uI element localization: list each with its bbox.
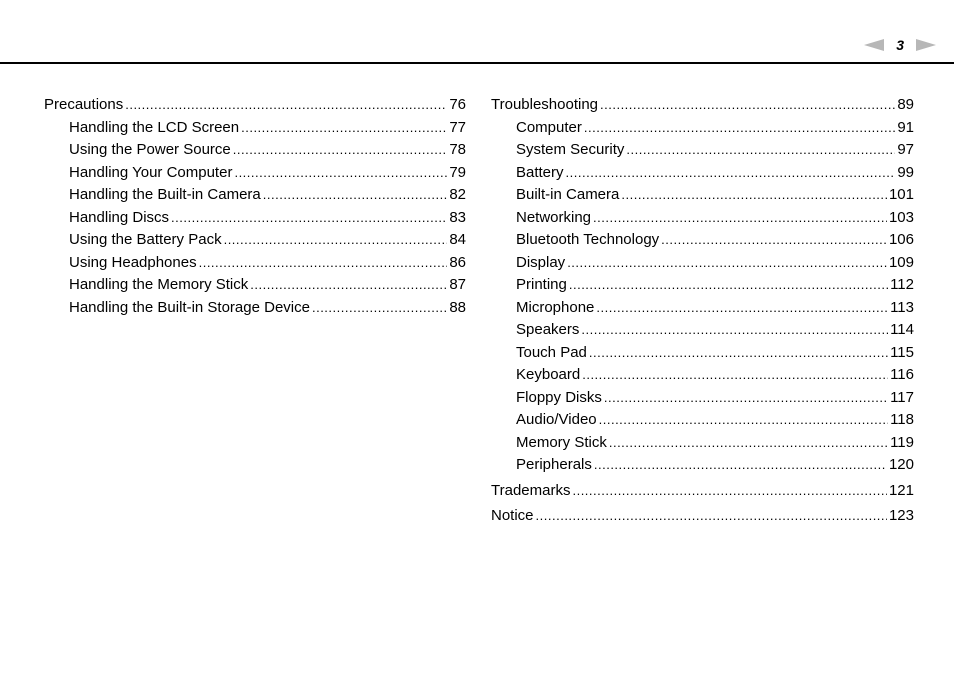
toc-subsection-entry[interactable] xyxy=(44,139,466,162)
toc-entry-page-number: 116 xyxy=(890,366,914,383)
toc-entry-title: Handling the Memory Stick xyxy=(69,276,249,293)
toc-entry-page-number: 79 xyxy=(449,163,466,181)
triangle-left-icon[interactable] xyxy=(864,39,884,51)
toc-entry-page-number: 76 xyxy=(449,96,466,113)
dot-leader xyxy=(569,274,888,297)
toc-entry-page-number: 89 xyxy=(897,96,914,113)
page-header xyxy=(0,0,954,64)
toc-subsection-entry[interactable] xyxy=(491,162,914,185)
toc-entry-page-number: 84 xyxy=(449,231,466,248)
toc-entry-page-number: 83 xyxy=(449,208,466,226)
toc-entry-page-number: 118 xyxy=(890,411,914,428)
toc-entry-title: Touch Pad xyxy=(516,343,587,361)
dot-leader xyxy=(609,432,888,455)
toc-entry-page-number: 114 xyxy=(890,321,914,338)
toc-entry-title: Bluetooth Technology xyxy=(516,231,660,248)
toc-section xyxy=(44,94,466,319)
dot-leader xyxy=(621,184,887,207)
toc-entry-title: Handling Your Computer xyxy=(69,163,233,181)
toc-entry-page-number: 99 xyxy=(897,163,914,181)
toc-entry-title: Handling the Built-in Storage Device xyxy=(69,298,310,316)
dot-leader xyxy=(566,162,896,185)
toc-subsection-entry[interactable] xyxy=(491,139,914,162)
toc-subsection-entry[interactable] xyxy=(491,454,914,477)
toc-entry-page-number: 103 xyxy=(888,208,914,226)
toc-entry-title: Microphone xyxy=(516,298,595,316)
dot-leader xyxy=(600,94,895,117)
toc-entry-page-number: 123 xyxy=(888,507,914,524)
toc-entry-page-number: 112 xyxy=(890,276,914,293)
toc-entry-title: Peripherals xyxy=(516,456,592,473)
toc-subsection-entry[interactable] xyxy=(44,207,466,230)
toc-entry-page-number: 115 xyxy=(890,343,914,361)
dot-leader xyxy=(263,184,448,207)
toc-right-column xyxy=(491,94,914,528)
toc-subsection-entry[interactable] xyxy=(44,229,466,252)
toc-section xyxy=(491,505,914,528)
toc-entry-page-number: 87 xyxy=(449,276,466,293)
dot-leader xyxy=(536,505,887,528)
toc-entry-title: System Security xyxy=(516,141,625,158)
toc-subsection-entry[interactable] xyxy=(491,117,914,140)
toc-entry-title: Precautions xyxy=(44,96,124,113)
toc-subsection-entry[interactable] xyxy=(44,297,466,320)
dot-leader xyxy=(661,229,887,252)
dot-leader xyxy=(582,364,888,387)
dot-leader xyxy=(241,117,447,140)
toc-entry-title: Trademarks xyxy=(491,481,571,499)
dot-leader xyxy=(567,252,887,275)
toc-entry-page-number: 101 xyxy=(888,186,914,203)
toc-entry-title: Using Headphones xyxy=(69,253,197,271)
toc-entry-page-number: 113 xyxy=(890,298,914,316)
toc-entry-title: Using the Power Source xyxy=(69,141,231,158)
toc-entry-title: Computer xyxy=(516,118,582,136)
toc-entry-title: Handling the Built-in Camera xyxy=(69,186,261,203)
toc-entry-title: Battery xyxy=(516,163,564,181)
dot-leader xyxy=(596,297,888,320)
toc-subsection-entry[interactable] xyxy=(491,229,914,252)
toc-section-entry[interactable] xyxy=(44,94,466,117)
toc-subsection-entry[interactable] xyxy=(491,342,914,365)
toc-subsection-entry[interactable] xyxy=(44,252,466,275)
toc-subsection-entry[interactable] xyxy=(491,432,914,455)
toc-entry-page-number: 119 xyxy=(890,433,914,451)
toc-entry-page-number: 77 xyxy=(449,118,466,136)
toc-entry-page-number: 78 xyxy=(449,141,466,158)
dot-leader xyxy=(599,409,888,432)
dot-leader xyxy=(584,117,895,140)
toc-section-entry[interactable] xyxy=(491,94,914,117)
toc-entry-page-number: 82 xyxy=(449,186,466,203)
toc-entry-title: Built-in Camera xyxy=(516,186,620,203)
toc-section xyxy=(491,94,914,477)
toc-section-entry[interactable] xyxy=(491,505,914,528)
toc-entry-title: Display xyxy=(516,253,566,271)
dot-leader xyxy=(589,342,888,365)
dot-leader xyxy=(604,387,888,410)
dot-leader xyxy=(626,139,895,162)
toc-entry-title: Networking xyxy=(516,208,592,226)
toc-entry-page-number: 121 xyxy=(888,481,914,499)
toc-subsection-entry[interactable] xyxy=(44,274,466,297)
toc-subsection-entry[interactable] xyxy=(44,117,466,140)
triangle-right-icon[interactable] xyxy=(916,39,936,51)
dot-leader xyxy=(233,139,448,162)
toc-entry-page-number: 86 xyxy=(449,253,466,271)
toc-entry-title: Memory Stick xyxy=(516,433,607,451)
toc-entry-page-number: 109 xyxy=(888,253,914,271)
toc-entry-title: Using the Battery Pack xyxy=(69,231,222,248)
dot-leader xyxy=(234,162,447,185)
toc-subsection-entry[interactable] xyxy=(491,409,914,432)
toc-entry-title: Notice xyxy=(491,507,534,524)
toc-subsection-entry[interactable] xyxy=(491,387,914,410)
toc-entry-title: Floppy Disks xyxy=(516,388,602,406)
toc-subsection-entry[interactable] xyxy=(491,319,914,342)
toc-section-entry[interactable] xyxy=(491,480,914,503)
toc-subsection-entry[interactable] xyxy=(44,162,466,185)
dot-leader xyxy=(572,480,887,503)
toc-entry-title: Handling Discs xyxy=(69,208,170,226)
toc-entry-title: Keyboard xyxy=(516,366,581,383)
toc-subsection-entry[interactable] xyxy=(44,184,466,207)
toc-section xyxy=(491,480,914,503)
toc-subsection-entry[interactable] xyxy=(491,364,914,387)
dot-leader xyxy=(594,454,887,477)
toc-entry-title: Troubleshooting xyxy=(491,96,599,113)
toc-subsection-entry[interactable] xyxy=(491,207,914,230)
toc-entry-title: Speakers xyxy=(516,321,580,338)
toc-entry-title: Audio/Video xyxy=(516,411,597,428)
toc-entry-page-number: 97 xyxy=(897,141,914,158)
toc-subsection-entry[interactable] xyxy=(491,297,914,320)
toc-left-column xyxy=(44,94,466,319)
toc-entry-title: Handling the LCD Screen xyxy=(69,118,240,136)
toc-entry-page-number: 88 xyxy=(449,298,466,316)
dot-leader xyxy=(125,94,447,117)
toc-subsection-entry[interactable] xyxy=(491,274,914,297)
dot-leader xyxy=(312,297,447,320)
toc-entry-page-number: 120 xyxy=(888,456,914,473)
dot-leader xyxy=(171,207,447,230)
dot-leader xyxy=(224,229,448,252)
toc-entry-title: Printing xyxy=(516,276,567,293)
toc-entry-page-number: 91 xyxy=(897,118,914,136)
dot-leader xyxy=(593,207,887,230)
page-number: 3 xyxy=(896,37,904,53)
dot-leader xyxy=(250,274,447,297)
toc-subsection-entry[interactable] xyxy=(491,184,914,207)
toc-entry-page-number: 117 xyxy=(890,388,914,406)
page-navigation xyxy=(864,37,936,53)
dot-leader xyxy=(581,319,888,342)
toc-subsection-entry[interactable] xyxy=(491,252,914,275)
toc-entry-page-number: 106 xyxy=(888,231,914,248)
dot-leader xyxy=(199,252,448,275)
header-divider xyxy=(0,62,954,64)
